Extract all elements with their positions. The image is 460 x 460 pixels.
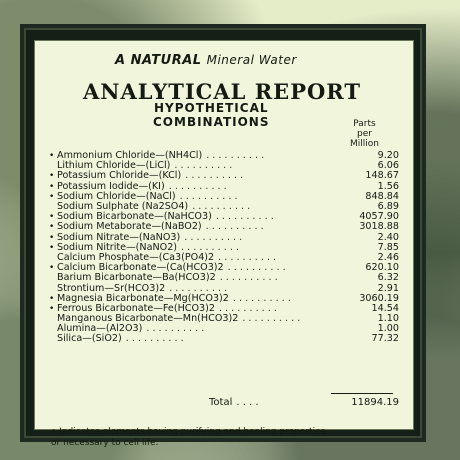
compound-name: Lithium Chloride—(LiCl) bbox=[57, 160, 171, 172]
compound-value: 6.06 bbox=[377, 160, 399, 172]
subtitle-mineral-water: Mineral Water bbox=[206, 53, 297, 67]
leader-dots bbox=[180, 233, 341, 243]
compound-name: Magnesia Bicarbonate—Mg(HCO3)2 bbox=[57, 292, 229, 304]
leader-dots bbox=[214, 253, 341, 263]
row-bullet: • bbox=[49, 242, 55, 253]
compound-name: Ammonium Chloride—(NH4Cl) bbox=[57, 150, 203, 162]
row-bullet: • bbox=[49, 303, 55, 314]
leader-dots bbox=[202, 222, 341, 232]
compound-value: 9.20 bbox=[377, 150, 399, 162]
compound-name: Sodium Nitrite—(NaNO2) bbox=[57, 241, 178, 253]
section-heading bbox=[153, 101, 270, 129]
compound-name: Strontium—Sr(HCO3)2 bbox=[57, 282, 166, 294]
compound-value: 7.85 bbox=[377, 241, 399, 253]
row-bullet: • bbox=[49, 263, 55, 274]
compound-name: Silica—(SiO2) bbox=[57, 333, 122, 345]
row-bullet: • bbox=[49, 212, 55, 223]
report-title: ANALYTICAL REPORT bbox=[83, 79, 361, 104]
compound-name: Ferrous Bicarbonate—Fe(HCO3)2 bbox=[57, 302, 215, 314]
compound-name: Calcium Bicarbonate—(Ca(HCO3)2 bbox=[57, 262, 224, 274]
subtitle-prefix: A bbox=[115, 53, 126, 68]
compound-row bbox=[49, 222, 399, 232]
compound-value: 77.32 bbox=[371, 333, 399, 345]
column-header-line-2: per bbox=[357, 129, 372, 139]
compound-name: Sodium Metaborate—(NaBO2) bbox=[57, 221, 202, 233]
row-bullet: • bbox=[49, 171, 55, 182]
compound-value: 1.56 bbox=[377, 180, 399, 192]
compound-value: 848.84 bbox=[365, 190, 399, 202]
compound-name: Manganous Bicarbonate—Mn(HCO3)2 bbox=[57, 313, 239, 325]
compound-value: 1.10 bbox=[377, 313, 399, 325]
compound-value: 2.46 bbox=[377, 251, 399, 263]
leader-dots bbox=[170, 161, 341, 171]
compound-name: Barium Bicarbonate—Ba(HCO3)2 bbox=[57, 272, 216, 284]
total-label: Total bbox=[209, 397, 233, 408]
leader-dots bbox=[229, 294, 341, 304]
row-bullet: • bbox=[49, 181, 55, 192]
column-header bbox=[350, 119, 379, 149]
column-header-line-3: Million bbox=[350, 139, 379, 149]
subtitle-natural: NATURAL bbox=[130, 53, 202, 68]
row-bullet: • bbox=[49, 232, 55, 243]
compound-value: 2.40 bbox=[377, 231, 399, 243]
leader-dots bbox=[176, 192, 341, 202]
compound-value: 3018.88 bbox=[359, 221, 399, 233]
leader-dots bbox=[224, 263, 341, 273]
footnote-line-2: or necessary to cell life. bbox=[51, 438, 159, 448]
compound-name: Sodium Sulphate (Na2SO4) bbox=[57, 201, 189, 213]
compound-name: Sodium Chloride—(NaCl) bbox=[57, 190, 176, 202]
leader-dots bbox=[165, 182, 341, 192]
column-header-line-1: Parts bbox=[353, 119, 376, 129]
compound-value: 620.10 bbox=[365, 262, 399, 274]
leader-dots bbox=[212, 212, 341, 222]
compound-value: 4057.90 bbox=[359, 211, 399, 223]
total-row bbox=[49, 397, 399, 408]
heading-line-2: COMBINATIONS bbox=[153, 115, 270, 129]
compound-name: Potassium Iodide—(KI) bbox=[57, 180, 165, 192]
leader-dots bbox=[122, 334, 341, 344]
compound-name: Sodium Nitrate—(NaNO3) bbox=[57, 231, 181, 243]
compound-name: Calcium Phosphate—(Ca3(PO4)2 bbox=[57, 251, 215, 263]
compound-row bbox=[49, 334, 399, 344]
compound-value: 1.00 bbox=[377, 323, 399, 335]
heading-line-1: HYPOTHETICAL bbox=[153, 101, 269, 115]
leader-dots bbox=[216, 273, 341, 283]
leader-dots bbox=[238, 314, 341, 324]
compound-name: Sodium Bicarbonate—(NaHCO3) bbox=[57, 211, 212, 223]
compound-value: 148.67 bbox=[365, 170, 399, 182]
row-bullet: • bbox=[49, 151, 55, 162]
footnote bbox=[51, 427, 401, 449]
compound-value: 3060.19 bbox=[359, 292, 399, 304]
leader-dots bbox=[202, 151, 341, 161]
compound-value: 6.32 bbox=[377, 272, 399, 284]
leader-dots bbox=[142, 324, 341, 334]
row-bullet: • bbox=[49, 222, 55, 233]
compound-row bbox=[49, 273, 399, 283]
report-card bbox=[34, 40, 414, 448]
total-value: 11894.19 bbox=[351, 397, 399, 408]
total-rule bbox=[331, 393, 393, 394]
compound-value: 14.54 bbox=[371, 302, 399, 314]
compound-value: 2.91 bbox=[377, 282, 399, 294]
compound-value: 6.89 bbox=[377, 201, 399, 213]
leader-dots bbox=[181, 171, 341, 181]
row-bullet: • bbox=[49, 191, 55, 202]
compound-name: Alumina—(Al2O3) bbox=[57, 323, 143, 335]
footnote-line-1: • Indicates elements having purifying and healing properties bbox=[51, 427, 326, 437]
row-bullet: • bbox=[49, 293, 55, 304]
compound-name: Potassium Chloride—(KCl) bbox=[57, 170, 182, 182]
total-leader-dots bbox=[232, 397, 339, 408]
subtitle bbox=[115, 53, 297, 68]
compound-list bbox=[49, 151, 399, 345]
